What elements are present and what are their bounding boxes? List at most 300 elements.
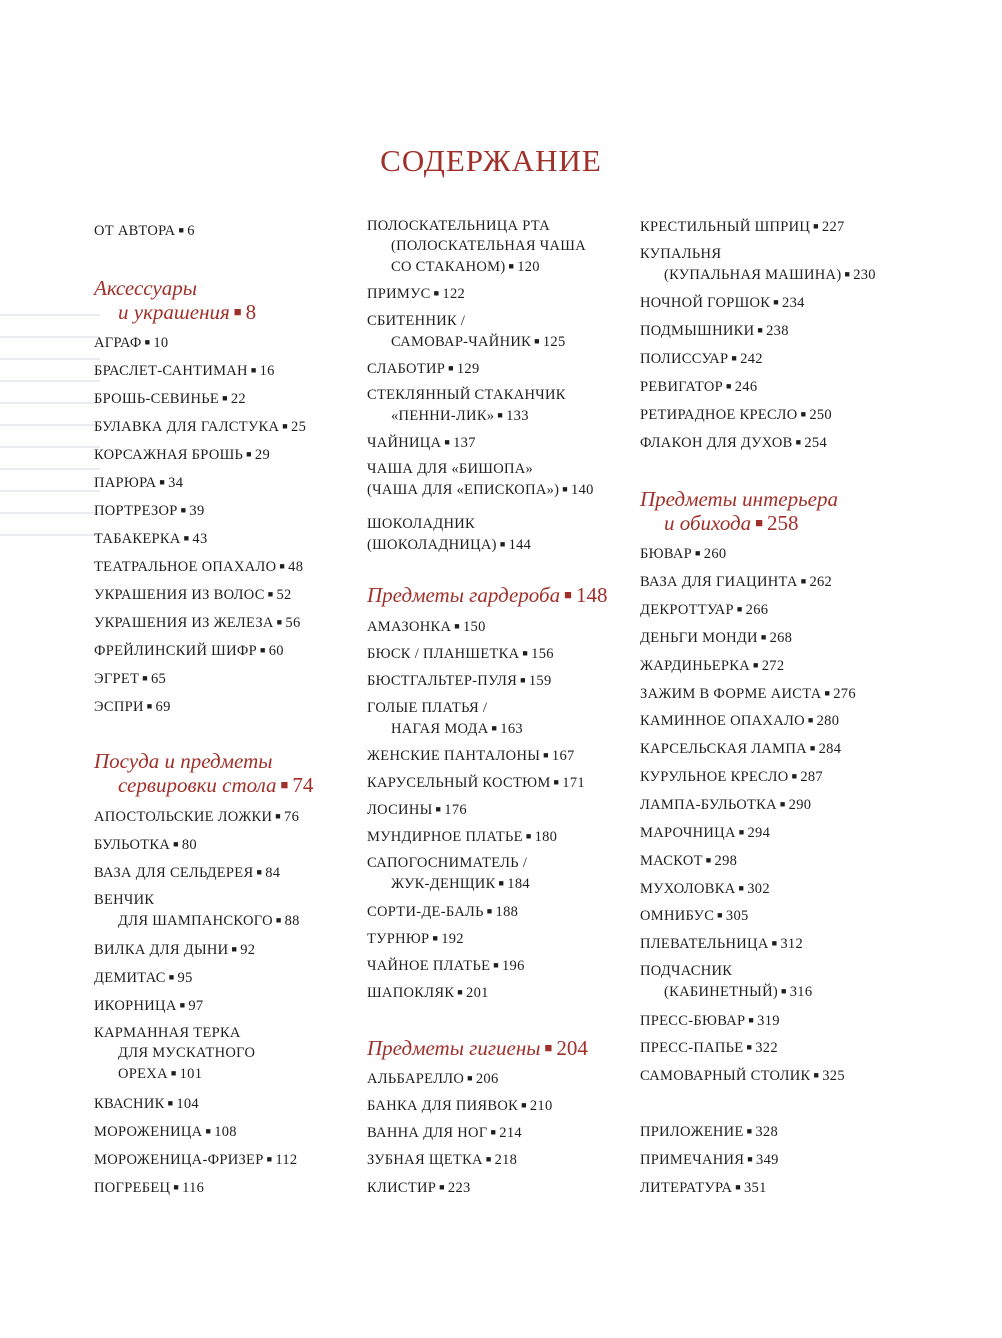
toc-entry[interactable] <box>94 1023 364 1084</box>
toc-entry[interactable] <box>94 939 364 960</box>
entry-title: КАРСЕЛЬСКАЯ ЛАМПА <box>640 741 807 757</box>
entry-page: 230 <box>853 267 876 283</box>
bullet-icon: ■ <box>493 960 499 970</box>
toc-entry[interactable] <box>640 878 940 899</box>
entry-title: ЧАЙНИЦА <box>367 435 442 451</box>
toc-entry[interactable] <box>367 459 637 500</box>
entry-page: 188 <box>495 904 519 920</box>
bullet-icon: ■ <box>454 621 460 631</box>
toc-entry[interactable] <box>367 698 637 739</box>
bullet-icon: ■ <box>444 437 451 447</box>
entry-title: МУХОЛОВКА <box>640 881 736 897</box>
bullet-icon: ■ <box>522 648 529 658</box>
bullet-icon: ■ <box>725 381 732 391</box>
bullet-icon: ■ <box>780 986 787 996</box>
bullet-icon: ■ <box>760 632 767 642</box>
bullet-icon: ■ <box>490 1127 497 1137</box>
toc-entry[interactable] <box>94 1093 364 1114</box>
toc-entry[interactable] <box>367 1149 637 1170</box>
bullet-icon: ■ <box>771 938 778 948</box>
entry-title: СТЕКЛЯННЫЙ СТАКАНЧИК <box>367 387 566 403</box>
toc-entry[interactable] <box>640 376 940 397</box>
entry-title: ЭСПРИ <box>94 699 144 715</box>
toc-entry[interactable] <box>367 799 637 820</box>
entry-page: 290 <box>788 797 812 813</box>
entry-page: 246 <box>734 379 758 395</box>
entry-page: 6 <box>187 223 195 239</box>
entry-title: ПОЛИССУАР <box>640 351 729 367</box>
entry-title: ПРИЛОЖЕНИЕ <box>640 1124 744 1140</box>
entry-title: КВАСНИК <box>94 1096 165 1112</box>
bullet-icon: ■ <box>275 915 282 925</box>
entry-page: 234 <box>782 295 805 311</box>
entry-title: (ЧАША ДЛЯ «ЕПИСКОПА») <box>367 482 560 498</box>
entry-title: ЖЕНСКИЕ ПАНТАЛОНЫ <box>367 748 541 764</box>
entry-title: КАРУСЕЛЬНЫЙ КОСТЮМ <box>367 775 551 791</box>
toc-entry[interactable] <box>367 1068 637 1089</box>
toc-entry[interactable] <box>367 358 637 379</box>
entry-page: 302 <box>747 881 770 897</box>
entry-title: НОЧНОЙ ГОРШОК <box>640 295 771 311</box>
toc-entry[interactable] <box>367 643 637 664</box>
entry-page: 287 <box>800 769 823 785</box>
entry-title: КУПАЛЬНЯ <box>640 246 722 262</box>
entry-page: 312 <box>780 936 803 952</box>
toc-entry[interactable] <box>94 220 364 241</box>
entry-title: ЛАМПА-БУЛЬОТКА <box>640 797 777 813</box>
entry-page: 325 <box>822 1068 845 1084</box>
entry-page: 319 <box>757 1013 780 1029</box>
entry-page: 238 <box>766 323 789 339</box>
bullet-icon: ■ <box>738 883 745 893</box>
entry-page: 129 <box>456 361 480 377</box>
entry-title: БУЛЬОТКА <box>94 837 171 853</box>
bullet-icon: ■ <box>534 336 540 346</box>
bullet-icon: ■ <box>280 777 289 792</box>
toc-entry[interactable] <box>94 640 364 661</box>
entry-title: БЮСК / ПЛАНШЕТКА <box>367 646 520 662</box>
bullet-icon: ■ <box>146 701 153 711</box>
bullet-icon: ■ <box>275 811 282 821</box>
entry-page: 104 <box>176 1096 199 1112</box>
toc-entry[interactable] <box>94 862 364 883</box>
entry-page: 140 <box>571 482 594 498</box>
toc-entry[interactable] <box>640 710 940 731</box>
bullet-icon: ■ <box>267 589 274 599</box>
toc-entry[interactable] <box>640 822 940 843</box>
bullet-icon: ■ <box>467 1073 473 1083</box>
section-page: 8 <box>245 300 257 324</box>
toc-entry[interactable] <box>640 244 940 285</box>
toc-entry[interactable] <box>367 745 637 766</box>
bullet-icon: ■ <box>491 723 498 733</box>
section-page: 204 <box>556 1036 588 1060</box>
entry-title: МОРОЖЕНИЦА-ФРИЗЕР <box>94 1152 264 1168</box>
bullet-icon: ■ <box>144 337 151 347</box>
entry-title: ОРЕХА <box>118 1066 168 1082</box>
toc-entry[interactable] <box>367 955 637 976</box>
entry-title: ОМНИБУС <box>640 908 715 924</box>
toc-entry[interactable] <box>640 683 940 704</box>
bullet-icon: ■ <box>448 363 454 373</box>
entry-title: СЛАБОТИР <box>367 361 446 377</box>
toc-entry[interactable] <box>640 794 940 815</box>
toc-entry[interactable] <box>640 738 940 759</box>
toc-entry[interactable] <box>94 444 364 465</box>
entry-page: 84 <box>265 865 281 881</box>
entry-title: ОТ АВТОРА <box>94 223 176 239</box>
toc-entry[interactable] <box>94 472 364 493</box>
entry-page: 242 <box>740 351 763 367</box>
entry-title: МАСКОТ <box>640 853 703 869</box>
toc-entry[interactable] <box>640 320 940 341</box>
entry-page: 29 <box>254 447 271 463</box>
toc-entry[interactable] <box>367 514 637 555</box>
toc-entry[interactable] <box>94 528 364 549</box>
toc-entry[interactable] <box>94 556 364 577</box>
entry-title: РЕВИГАТОР <box>640 379 723 395</box>
entry-title: ДЛЯ ШАМПАНСКОГО <box>118 913 273 929</box>
toc-entry[interactable] <box>640 1037 940 1058</box>
entry-title: ВЕНЧИК <box>94 892 155 908</box>
entry-page: 196 <box>502 958 525 974</box>
bullet-icon: ■ <box>695 548 701 558</box>
toc-entry[interactable] <box>640 1149 940 1170</box>
entry-title: ШОКОЛАДНИК <box>367 516 475 532</box>
bullet-icon: ■ <box>180 505 187 515</box>
bullet-icon: ■ <box>282 421 289 431</box>
entry-page: 192 <box>441 931 464 947</box>
toc-entry[interactable] <box>94 967 364 988</box>
bullet-icon: ■ <box>279 561 286 571</box>
entry-page: 206 <box>475 1071 499 1087</box>
toc-entry[interactable] <box>640 1065 940 1086</box>
toc-entry[interactable] <box>367 982 637 1003</box>
entry-title: ВАЗА ДЛЯ ГИАЦИНТА <box>640 574 798 590</box>
page-title: СОДЕРЖАНИЕ <box>380 143 602 178</box>
toc-entry[interactable] <box>94 995 364 1016</box>
toc-entry[interactable] <box>94 890 364 931</box>
entry-page: 48 <box>288 559 304 575</box>
entry-page: 167 <box>551 748 575 764</box>
entry-page: 80 <box>181 837 197 853</box>
toc-entry[interactable] <box>94 696 364 717</box>
entry-page: 39 <box>189 503 205 519</box>
entry-title: САМОВАРНЫЙ СТОЛИК <box>640 1068 811 1084</box>
toc-entry[interactable] <box>367 385 637 426</box>
bullet-icon: ■ <box>807 715 814 725</box>
bullet-icon: ■ <box>757 325 764 335</box>
bullet-icon: ■ <box>173 1182 180 1192</box>
bullet-icon: ■ <box>205 1126 212 1136</box>
entry-title: ВАННА ДЛЯ НОГ <box>367 1125 488 1141</box>
toc-entry[interactable] <box>640 348 940 369</box>
bullet-icon: ■ <box>813 1070 820 1080</box>
toc-entry[interactable] <box>640 933 940 954</box>
toc-entry[interactable] <box>367 772 637 793</box>
bullet-icon: ■ <box>485 1154 492 1164</box>
bullet-icon: ■ <box>773 297 780 307</box>
entry-title: ПАРЮРА <box>94 475 157 491</box>
toc-entry[interactable] <box>640 404 940 425</box>
toc-entry[interactable] <box>640 216 940 237</box>
section-page: 74 <box>292 773 314 797</box>
bullet-icon: ■ <box>259 645 266 655</box>
entry-page: 214 <box>499 1125 522 1141</box>
bullet-icon: ■ <box>544 1040 553 1055</box>
bullet-icon: ■ <box>755 515 764 530</box>
bullet-icon: ■ <box>705 855 712 865</box>
entry-title: ТУРНЮР <box>367 931 430 947</box>
section-heading-accessories[interactable] <box>94 276 364 324</box>
toc-entry[interactable] <box>640 961 940 1002</box>
bullet-icon: ■ <box>250 365 257 375</box>
entry-page: 227 <box>821 219 845 235</box>
bullet-icon: ■ <box>731 353 738 363</box>
bullet-icon: ■ <box>183 533 190 543</box>
entry-page: 218 <box>494 1152 518 1168</box>
entry-title: (ШОКОЛАДНИЦА) <box>367 537 497 553</box>
bullet-icon: ■ <box>747 1154 754 1164</box>
section-line: Предметы гардероба <box>367 583 561 607</box>
entry-title: ПОГРЕБЕЦ <box>94 1180 171 1196</box>
bullet-icon: ■ <box>276 617 283 627</box>
entry-title: БРАСЛЕТ-САНТИМАН <box>94 363 248 379</box>
entry-title: «ПЕННИ-ЛИК» <box>391 408 495 424</box>
bullet-icon: ■ <box>562 484 569 494</box>
entry-page: 56 <box>285 615 301 631</box>
bullet-icon: ■ <box>521 1100 527 1110</box>
bullet-icon: ■ <box>525 831 532 841</box>
section-heading-interior[interactable] <box>640 487 940 535</box>
bullet-icon: ■ <box>233 304 242 319</box>
toc-entry[interactable] <box>640 1010 940 1031</box>
toc-entry[interactable] <box>94 1149 364 1170</box>
toc-entry[interactable] <box>640 905 940 926</box>
entry-page: 125 <box>542 334 566 350</box>
entry-page: 120 <box>517 259 540 275</box>
entry-page: 184 <box>507 876 530 892</box>
toc-entry[interactable] <box>640 432 940 453</box>
toc-entry[interactable] <box>94 500 364 521</box>
section-heading-hygiene[interactable] <box>367 1036 637 1060</box>
entry-title: ЭГРЕТ <box>94 671 140 687</box>
bullet-icon: ■ <box>256 867 263 877</box>
entry-title: ПРИМУС <box>367 286 431 302</box>
entry-page: 322 <box>755 1040 778 1056</box>
entry-page: 159 <box>528 673 552 689</box>
entry-page: 268 <box>769 630 793 646</box>
toc-entry[interactable] <box>94 360 364 381</box>
toc-entry[interactable] <box>367 826 637 847</box>
bullet-icon: ■ <box>246 449 252 459</box>
entry-title: ШАПОКЛЯК <box>367 985 455 1001</box>
bullet-icon: ■ <box>748 1015 755 1025</box>
toc-entry[interactable] <box>640 571 940 592</box>
entry-title: ЛИТЕРАТУРА <box>640 1180 733 1196</box>
entry-title: ЛОСИНЫ <box>367 802 433 818</box>
entry-title: ПРЕСС-ПАПЬЕ <box>640 1040 744 1056</box>
toc-entry[interactable] <box>367 1177 637 1198</box>
toc-entry[interactable] <box>640 1121 940 1142</box>
bullet-icon: ■ <box>824 688 831 698</box>
entry-page: 34 <box>168 475 184 491</box>
entry-page: 171 <box>562 775 585 791</box>
toc-entry[interactable] <box>94 1177 364 1198</box>
toc-entry[interactable] <box>640 292 940 313</box>
toc-entry[interactable] <box>367 853 637 894</box>
entry-page: 305 <box>725 908 749 924</box>
bullet-icon: ■ <box>791 771 798 781</box>
entry-title: ЖУК-ДЕНЩИК <box>391 876 496 892</box>
entry-title: САМОВАР-ЧАЙНИК <box>391 334 532 350</box>
entry-page: 266 <box>745 602 769 618</box>
toc-entry[interactable] <box>640 655 940 676</box>
bullet-icon: ■ <box>435 804 442 814</box>
bullet-icon: ■ <box>178 225 185 235</box>
entry-page: 223 <box>447 1180 471 1196</box>
bullet-icon: ■ <box>497 410 504 420</box>
entry-title: ДЛЯ МУСКАТНОГО <box>118 1045 256 1061</box>
entry-title: БРОШЬ-СЕВИНЬЕ <box>94 391 220 407</box>
entry-page: 52 <box>276 587 292 603</box>
bullet-icon: ■ <box>746 1126 753 1136</box>
bullet-icon: ■ <box>439 1182 445 1192</box>
entry-title: ПОЛОСКАТЕЛЬНИЦА РТА <box>367 218 550 234</box>
toc-entry[interactable] <box>367 1122 637 1143</box>
toc-entry[interactable] <box>367 901 637 922</box>
entry-title: МОРОЖЕНИЦА <box>94 1124 203 1140</box>
toc-entry[interactable] <box>640 627 940 648</box>
entry-title: КРЕСТИЛЬНЫЙ ШПРИЦ <box>640 219 811 235</box>
toc-entry[interactable] <box>94 806 364 827</box>
entry-page: 116 <box>182 1180 205 1196</box>
entry-page: 122 <box>442 286 466 302</box>
bullet-icon: ■ <box>735 1182 741 1192</box>
entry-page: 25 <box>291 419 307 435</box>
section-line: Предметы гигиены <box>367 1036 541 1060</box>
entry-page: 284 <box>818 741 842 757</box>
entry-title: КАМИННОЕ ОПАХАЛО <box>640 713 805 729</box>
bullet-icon: ■ <box>800 409 807 419</box>
entry-title: ПРЕСС-БЮВАР <box>640 1013 746 1029</box>
entry-title: СОРТИ-ДЕ-БАЛЬ <box>367 904 484 920</box>
entry-title: КОРСАЖНАЯ БРОШЬ <box>94 447 244 463</box>
toc-entry[interactable] <box>640 543 940 564</box>
toc-entry[interactable] <box>94 668 364 689</box>
entry-page: 22 <box>230 391 246 407</box>
toc-entry[interactable] <box>94 1121 364 1142</box>
toc-entry[interactable] <box>640 850 940 871</box>
bullet-icon: ■ <box>222 393 228 403</box>
entry-page: 351 <box>743 1180 767 1196</box>
section-line: сервировки стола <box>118 773 277 797</box>
entry-page: 88 <box>284 913 300 929</box>
toc-entry[interactable] <box>367 311 637 352</box>
bullet-icon: ■ <box>498 878 505 888</box>
bullet-icon: ■ <box>800 576 807 586</box>
toc-entry[interactable] <box>94 388 364 409</box>
bullet-icon: ■ <box>736 604 743 614</box>
bullet-icon: ■ <box>746 1042 753 1052</box>
entry-page: 298 <box>714 853 738 869</box>
entry-title: ЧАЙНОЕ ПЛАТЬЕ <box>367 958 491 974</box>
entry-page: 101 <box>179 1066 203 1082</box>
entry-page: 280 <box>816 713 840 729</box>
toc-entry[interactable] <box>94 612 364 633</box>
toc-entry[interactable] <box>640 599 940 620</box>
toc-entry[interactable] <box>640 766 940 787</box>
bullet-icon: ■ <box>231 944 238 954</box>
entry-title: АПОСТОЛЬСКИЕ ЛОЖКИ <box>94 809 273 825</box>
toc-entry[interactable] <box>94 834 364 855</box>
entry-page: 272 <box>761 658 785 674</box>
toc-entry[interactable] <box>367 616 637 637</box>
toc-entry[interactable] <box>367 1095 637 1116</box>
entry-title: ДЕКРОТТУАР <box>640 602 734 618</box>
entry-title: БЮСТГАЛЬТЕР-ПУЛЯ <box>367 673 518 689</box>
toc-entry[interactable] <box>367 283 637 304</box>
entry-page: 260 <box>703 546 727 562</box>
toc-entry[interactable] <box>94 584 364 605</box>
entry-page: 316 <box>789 984 813 1000</box>
bullet-icon: ■ <box>508 261 515 271</box>
bullet-icon: ■ <box>457 987 464 997</box>
toc-entry[interactable] <box>94 332 364 353</box>
toc-entry[interactable] <box>640 1177 940 1198</box>
toc-entry[interactable] <box>367 216 637 277</box>
entry-page: 250 <box>809 407 832 423</box>
section-heading-tableware[interactable] <box>94 749 364 797</box>
bullet-icon: ■ <box>167 1098 174 1108</box>
entry-page: 16 <box>259 363 275 379</box>
toc-entry[interactable] <box>367 432 637 453</box>
entry-page: 10 <box>153 335 169 351</box>
entry-title: ЧАША ДЛЯ «БИШОПА» <box>367 461 534 477</box>
entry-page: 349 <box>756 1152 779 1168</box>
entry-title: ПОРТРЕЗОР <box>94 503 178 519</box>
entry-title: БАНКА ДЛЯ ПИЯВОК <box>367 1098 519 1114</box>
entry-page: 201 <box>466 985 489 1001</box>
toc-entry[interactable] <box>367 670 637 691</box>
entry-title: КАРМАННАЯ ТЕРКА <box>94 1025 241 1041</box>
entry-title: ФРЕЙЛИНСКИЙ ШИФР <box>94 643 257 659</box>
entry-title: КУРУЛЬНОЕ КРЕСЛО <box>640 769 789 785</box>
entry-title: ПЛЕВАТЕЛЬНИЦА <box>640 936 769 952</box>
entry-page: 294 <box>747 825 771 841</box>
entry-title: ТЕАТРАЛЬНОЕ ОПАХАЛО <box>94 559 277 575</box>
entry-page: 97 <box>188 998 204 1014</box>
bullet-icon: ■ <box>486 906 493 916</box>
entry-page: 65 <box>150 671 167 687</box>
section-heading-wardrobe[interactable] <box>367 583 637 607</box>
toc-entry[interactable] <box>367 928 637 949</box>
bullet-icon: ■ <box>738 827 745 837</box>
entry-page: 328 <box>755 1124 779 1140</box>
toc-entry[interactable] <box>94 416 364 437</box>
bullet-icon: ■ <box>795 437 802 447</box>
entry-title: (КУПАЛЬНАЯ МАШИНА) <box>664 267 842 283</box>
entry-title: САПОГОСНИМАТЕЛЬ / <box>367 855 528 871</box>
bullet-icon: ■ <box>520 675 526 685</box>
entry-title: ЗУБНАЯ ЩЕТКА <box>367 1152 483 1168</box>
bullet-icon: ■ <box>543 750 549 760</box>
entry-title: СО СТАКАНОМ) <box>391 259 506 275</box>
entry-page: 92 <box>240 942 256 958</box>
entry-title: СБИТЕННИК / <box>367 313 466 329</box>
entry-title: БУЛАВКА ДЛЯ ГАЛСТУКА <box>94 419 280 435</box>
entry-title: ГОЛЫЕ ПЛАТЬЯ / <box>367 700 488 716</box>
